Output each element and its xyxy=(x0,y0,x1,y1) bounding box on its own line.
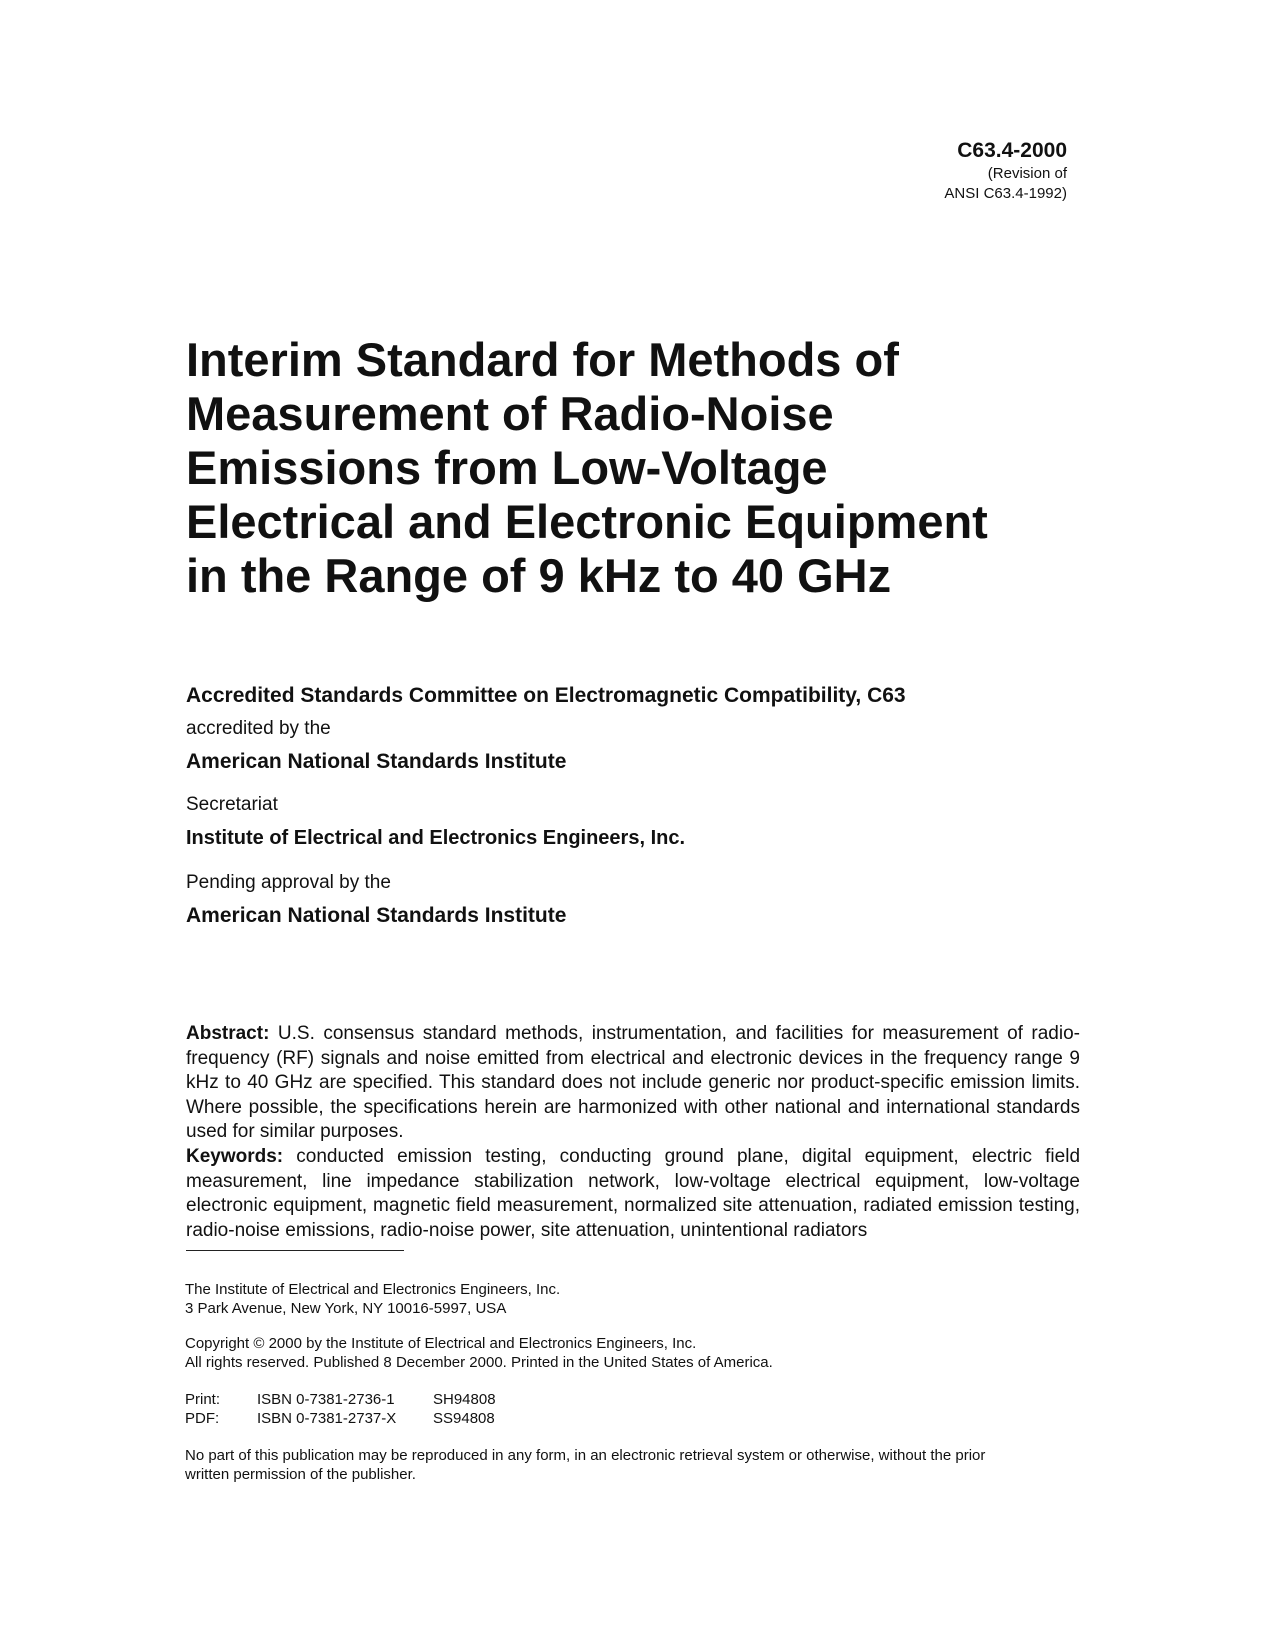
publisher-address: 3 Park Avenue, New York, NY 10016-5997, USA xyxy=(185,1300,507,1317)
title-line: Interim Standard for Methods of xyxy=(186,333,899,386)
isbn-number: ISBN 0-7381-2736-1 xyxy=(257,1391,395,1408)
isbn-row-print xyxy=(185,1390,496,1409)
pending-approval-label: Pending approval by the xyxy=(186,872,391,893)
abstract-label: Abstract: xyxy=(186,1023,270,1044)
footnote-divider xyxy=(186,1250,404,1251)
standard-number: C63.4-2000 xyxy=(957,139,1067,162)
isbn-code: SH94808 xyxy=(433,1391,496,1408)
title-line: in the Range of 9 kHz to 40 GHz xyxy=(186,549,892,602)
isbn-row-pdf xyxy=(185,1409,496,1428)
secretariat-name: Institute of Electrical and Electronics Engineers, Inc. xyxy=(186,827,686,849)
title-line: Electrical and Electronic Equipment xyxy=(186,495,988,548)
title-line: Emissions from Low-Voltage xyxy=(186,441,828,494)
abstract-paragraph xyxy=(186,1022,1080,1145)
committee-block xyxy=(186,683,1086,929)
publisher-info xyxy=(185,1280,560,1318)
isbn-number: ISBN 0-7381-2737-X xyxy=(257,1410,397,1427)
accredited-by-label: accredited by the xyxy=(186,718,331,739)
abstract-section xyxy=(186,1022,1080,1243)
abstract-text: U.S. consensus standard methods, instrumentation, and facilities for measurement of radio-frequency (RF) signals and noise emitted from electrical and electronic devices in the frequency range 9 kHz to 40 GHz are specified. This standard does not include generic nor product-specific emission limits. Where possible, the specifications herein are harmonized with other national and international standards used for similar purposes. xyxy=(186,1023,1080,1143)
secretariat-label: Secretariat xyxy=(186,794,278,815)
isbn-label: PDF: xyxy=(185,1410,220,1427)
copyright-info xyxy=(185,1334,773,1372)
rights-line: All rights reserved. Published 8 December 2000. Printed in the United States of America. xyxy=(185,1354,773,1371)
revision-note-line1: (Revision of xyxy=(987,165,1067,182)
reproduction-notice xyxy=(185,1446,985,1484)
keywords-paragraph xyxy=(186,1145,1080,1243)
committee-name: Accredited Standards Committee on Electromagnetic Compatibility, C63 xyxy=(186,684,906,707)
document-title xyxy=(186,333,1086,603)
keywords-label: Keywords: xyxy=(186,1145,284,1167)
keywords-text: conducted emission testing, conducting ground plane, digital equipment, electric field measurement, line impedance stabilization network, low-voltage electrical equipment, low-voltage electronic equipment, magnetic field measurement, normalized site attenuation, radiated emission testing, radio-noise emissions, radio-noise power, site attenuation, unintentional radiators xyxy=(186,1145,1081,1241)
standard-designation xyxy=(944,138,1067,204)
notice-line: written permission of the publisher. xyxy=(185,1466,416,1483)
revision-note-line2: ANSI C63.4-1992) xyxy=(944,185,1067,202)
copyright-line: Copyright © 2000 by the Institute of Electrical and Electronics Engineers, Inc. xyxy=(185,1335,697,1352)
publisher-name: The Institute of Electrical and Electronics Engineers, Inc. xyxy=(185,1281,561,1298)
accreditor-name: American National Standards Institute xyxy=(186,750,567,773)
notice-line: No part of this publication may be reproduced in any form, in an electronic retrieval system or otherwise, without the prior xyxy=(185,1447,986,1464)
title-line: Measurement of Radio-Noise xyxy=(186,387,834,440)
isbn-table xyxy=(185,1390,496,1428)
isbn-label: Print: xyxy=(185,1391,221,1408)
approver-name: American National Standards Institute xyxy=(186,904,567,927)
isbn-code: SS94808 xyxy=(433,1410,495,1427)
